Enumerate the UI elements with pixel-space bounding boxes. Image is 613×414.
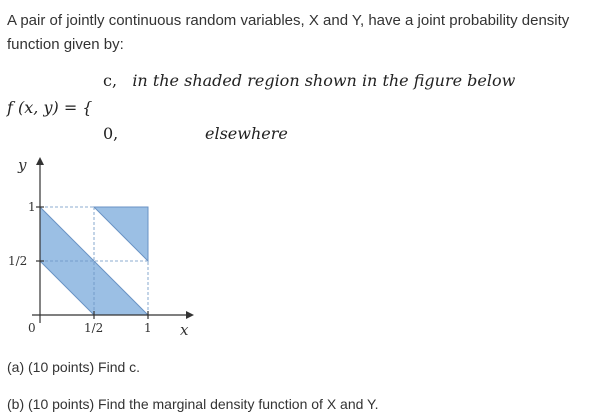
density-function-lhs: f (x, y) = { — [7, 98, 93, 117]
x-tick-label-1: 1 — [144, 321, 152, 335]
y-tick-label-1: 1 — [28, 200, 36, 214]
case-elsewhere-value: 0, — [103, 124, 119, 143]
x-tick-label-0: 0 — [28, 321, 36, 335]
x-axis-arrow — [186, 311, 194, 319]
y-tick-label-half: 1/2 — [8, 254, 28, 268]
case-shaded-condition: in the shaded region shown in the figure below — [132, 71, 516, 90]
x-tick-label-half: 1/2 — [84, 321, 104, 335]
y-axis-label: y — [18, 156, 27, 174]
case-elsewhere-condition: elsewhere — [205, 124, 288, 143]
part-a-question: (a) (10 points) Find c. — [7, 359, 141, 375]
upper-shaded-triangle — [94, 207, 148, 261]
problem-statement: A pair of jointly continuous random variables, X and Y, have a joint probability density function given by: — [7, 12, 570, 53]
x-axis-label: x — [180, 321, 189, 339]
shaded-region-figure — [0, 145, 240, 345]
case-shaded — [103, 71, 515, 90]
case-shaded-value: c, — [103, 71, 118, 90]
part-b-question: (b) (10 points) Find the marginal density function of X and Y. — [7, 396, 379, 412]
y-axis-arrow — [36, 157, 44, 165]
